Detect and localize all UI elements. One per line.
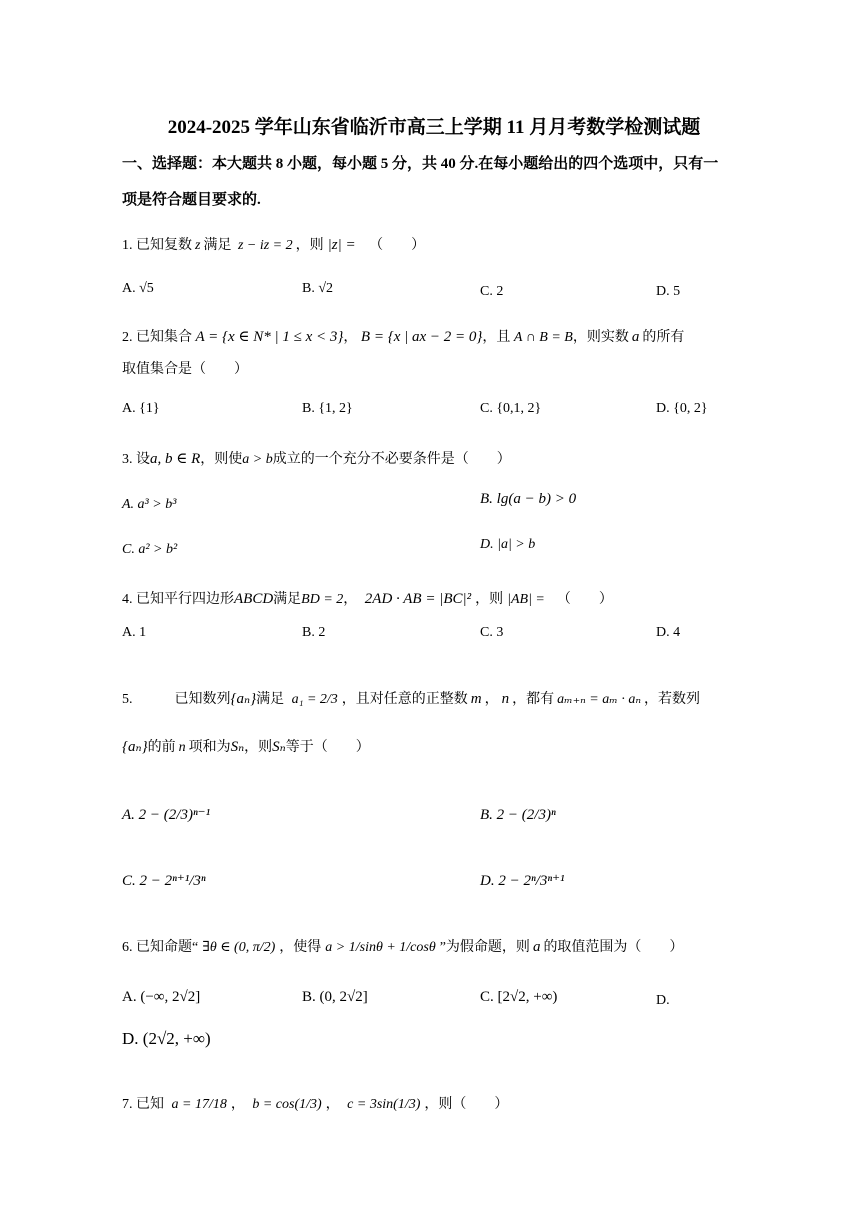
q2-option-d: D. {0, 2}	[656, 401, 708, 416]
q2-tail: ，则实数	[572, 330, 629, 345]
q5-rule: aₘ₊ₙ = aₘ · aₙ	[557, 692, 641, 707]
q4-condition: 2AD · AB = |BC|²	[364, 591, 472, 607]
q7-c: c = 3sin(1/3)	[347, 1097, 421, 1112]
page-title: 2024-2025 学年山东省临沂市高三上学期 11 月月考数学检测试题	[167, 117, 701, 138]
q1-then: ，则	[295, 238, 324, 253]
question-7: 7. 已知 a = 17/18 ， b = cos(1/3) ， c = 3sin(1/3) ，则（ ）	[122, 1097, 509, 1112]
q4-paren: （ ）	[556, 592, 613, 607]
q3-option-c: C. a² > b²	[122, 542, 178, 557]
q3-option-d: D. |a| > b	[480, 537, 536, 552]
question-1	[122, 238, 425, 253]
q5-seq: {aₙ}	[230, 691, 257, 707]
q2-cond: ，且	[482, 330, 511, 345]
q4-option-b: B. 2	[302, 625, 326, 640]
q6-inequality: a > 1/sinθ + 1/cosθ	[325, 940, 436, 955]
q6-option-a: A. (−∞, 2√2]	[122, 989, 201, 1005]
q4-option-d: D. 4	[656, 625, 681, 640]
q2-option-a: A. {1}	[122, 401, 160, 416]
q6-mid: ，使得	[279, 940, 322, 955]
q5-option-c: C. 2 − 2ⁿ⁺¹/3ⁿ	[122, 873, 206, 889]
q5-a1: a₁ = 2/3	[291, 692, 338, 707]
q1-option-a: A. √5	[122, 281, 154, 296]
q5-line2b: n	[178, 740, 186, 755]
q5-line2e: ，则	[244, 740, 273, 755]
q5-line2g: 等于（ ）	[285, 740, 370, 755]
q7-end: ，则（ ）	[424, 1097, 509, 1112]
q3-option-a: A. a³ > b³	[122, 497, 177, 512]
q5-line2a: 的前	[147, 740, 176, 755]
question-2	[122, 330, 684, 345]
q6-var: a	[532, 939, 541, 955]
q4-bd: BD = 2	[301, 592, 344, 607]
q5-c1: ，	[484, 692, 499, 707]
q1-paren: （ ）	[369, 238, 426, 253]
q3-relation: a > b	[242, 452, 273, 467]
question-5	[122, 692, 700, 707]
q1-ask: |z| =	[327, 237, 356, 253]
q5-t1: ，且对任意的正整数	[341, 692, 468, 707]
q4-prefix: 4. 已知平行四边形	[122, 592, 234, 607]
q5-option-b: B. 2 − (2/3)ⁿ	[480, 807, 556, 823]
q1-mid: 满足	[203, 238, 232, 253]
q7-prefix: 7. 已知	[122, 1097, 164, 1112]
q4-mid: 满足	[273, 592, 302, 607]
q2-comma: ，	[343, 330, 358, 345]
q5-line2d: Sₙ	[230, 739, 245, 755]
q7-a: a = 17/18	[171, 1097, 227, 1112]
q6-option-c: C. [2√2, +∞)	[480, 989, 558, 1005]
q2-option-c: C. {0,1, 2}	[480, 401, 542, 416]
q5-t2: ，都有	[512, 692, 555, 707]
question-3	[122, 452, 511, 467]
q2-end: 的所有	[642, 330, 685, 345]
question-6	[122, 940, 683, 955]
q2-set-b: B = {x | ax − 2 = 0}	[360, 329, 483, 345]
q4-then: ，则	[475, 592, 504, 607]
section-header-line1: 一、选择题：本大题共 8 小题，每小题 5 分，共 40 分.在每小题给出的四个选项中，只有一	[122, 156, 719, 172]
q3-vars: a, b ∈ R	[150, 451, 201, 467]
q2-set-a: A = {x ∈ N* | 1 ≤ x < 3}	[195, 329, 344, 345]
question-4	[122, 592, 613, 607]
q2-var: a	[631, 329, 640, 345]
q4-shape: ABCD	[234, 591, 274, 607]
q6-option-d-label: D.	[656, 993, 670, 1008]
q7-b: b = cos(1/3)	[252, 1097, 322, 1112]
q6-option-b: B. (0, 2√2]	[302, 989, 368, 1005]
q4-option-c: C. 3	[480, 625, 504, 640]
q3-prefix: 3. 设	[122, 452, 150, 467]
q1-option-b: B. √2	[302, 281, 334, 296]
q5-mid: 满足	[256, 692, 285, 707]
q5-n: n	[501, 691, 510, 707]
q2-intersection: A ∩ B = B	[513, 330, 573, 345]
q5-seq-2: {aₙ}	[122, 739, 148, 755]
q1-option-c: C. 2	[480, 284, 504, 299]
q6-option-d-value	[122, 1030, 211, 1047]
q6-exists: ∃θ ∈ (0, π/2)	[202, 940, 276, 955]
q5-line2c: 项和为	[188, 740, 231, 755]
q3-mid: ，则使	[200, 452, 243, 467]
q3-end: 成立的一个充分不必要条件是（ ）	[272, 452, 511, 467]
q6-end: ”为假命题，则	[439, 940, 530, 955]
q2-prefix: 2. 已知集合	[122, 330, 192, 345]
q5-prefix: 5. 已知数列	[122, 692, 231, 707]
q4-ask: |AB| =	[507, 592, 545, 607]
q5-t3: ，若数列	[644, 692, 700, 707]
q5-line2	[122, 740, 370, 755]
q1-prefix: 1. 已知复数	[122, 238, 192, 253]
q1-var: z	[195, 238, 201, 253]
q3-option-b: B. lg(a − b) > 0	[480, 491, 577, 507]
q5-option-a: A. 2 − (2/3)ⁿ⁻¹	[122, 807, 211, 823]
q5-option-d: D. 2 − 2ⁿ/3ⁿ⁺¹	[480, 873, 565, 889]
q5-m: m	[470, 691, 482, 707]
q6-tail: 的取值范围为（ ）	[543, 940, 684, 955]
q6-option-d: D. (2√2, +∞)	[122, 1029, 211, 1048]
section-header-line2: 项是符合题目要求的.	[122, 192, 261, 208]
q5-line2f: Sₙ	[272, 739, 286, 755]
q2-line2: 取值集合是（ ）	[122, 362, 248, 377]
q2-option-b: B. {1, 2}	[302, 401, 353, 416]
q1-equation: z − iz = 2	[237, 238, 293, 253]
q1-option-d: D. 5	[656, 284, 681, 299]
q4-option-a: A. 1	[122, 625, 147, 640]
q4-comma: ，	[343, 592, 358, 607]
q6-prefix: 6. 已知命题“	[122, 940, 199, 955]
